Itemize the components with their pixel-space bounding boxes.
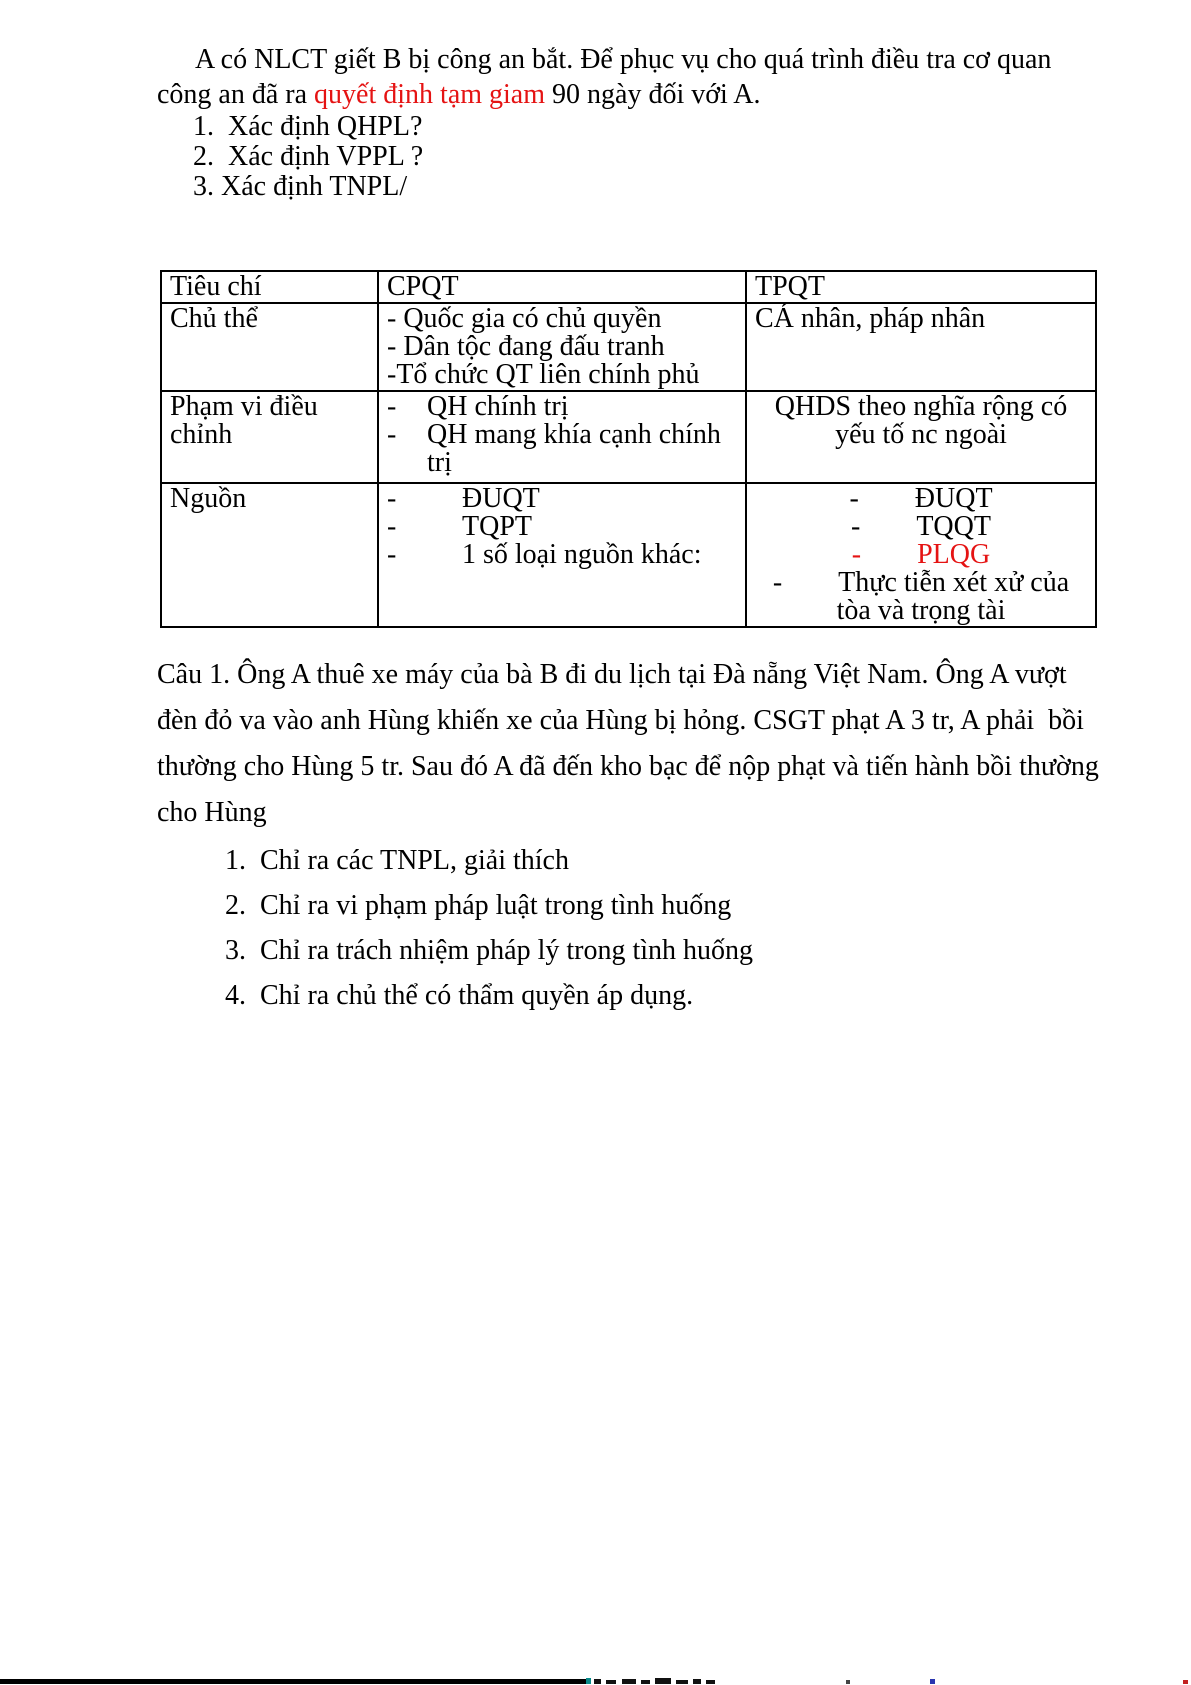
cau1-task-list [157,838,1077,1018]
task-item: 4. Chỉ ra chủ thể có thẩm quyền áp dụng. [225,980,694,1011]
header-tpqt: TPQT [746,271,1096,303]
question-item: 1. Xác định QHPL? [193,111,423,142]
list-item: - TQQT [851,511,991,542]
intro-line-2-post: 90 ngày đối với A. [545,79,761,110]
list-item [387,485,737,513]
cell-line: yếu tố nc ngoài [835,419,1007,450]
cell-line: - Dân tộc đang đấu tranh [387,331,665,362]
cell-line: CÁ nhân, pháp nhân [755,303,986,334]
list-item: tòa và trọng tài [836,595,1006,626]
table-row-subject [161,303,1096,391]
list-dash-marker: - [387,419,397,450]
cell-line: QHDS theo nghĩa rộng có [774,391,1068,422]
cell-line: -Tổ chức QT liên chính phủ [387,359,700,390]
list-dash-marker: - [387,539,397,570]
list-item-text: ĐUQT [462,483,540,514]
intro-line-1: A có NLCT giết B bị công an bắt. Để phục vụ cho quá trình điều tra cơ quan [195,44,1052,75]
table-row-sources [161,483,1096,627]
list-item [387,393,737,421]
page-break-bar [0,1679,591,1684]
intro-paragraph [157,42,1057,202]
cau1-paragraph [157,652,1099,836]
cell-subject-cpqt [378,303,746,391]
intro-line-2-pre: công an đã ra [157,79,315,110]
list-item [387,421,737,477]
table-header-row [161,271,1096,303]
list-item-text: TQPT [462,511,532,542]
list-item-text: QH mang khía cạnh chính trị [427,419,721,478]
cell-sources-criterion: Nguồn [161,483,378,627]
cell-scope-tpqt [746,391,1096,483]
list-item [387,541,737,569]
intro-line-2-highlight: quyết định tạm giam [314,79,546,110]
task-item: 2. Chỉ ra vi phạm pháp luật trong tình huống [225,890,732,921]
question-item: 2. Xác định VPPL ? [193,141,424,172]
question-item: 3. Xác định TNPL/ [193,171,408,202]
table-row-scope [161,391,1096,483]
cell-scope-criterion: Phạm vi điều chỉnh [161,391,378,483]
list-dash-marker: - [387,483,397,514]
list-dash-marker: - [387,511,397,542]
list-item: - PLQG [851,539,991,570]
cell-scope-cpqt [378,391,746,483]
cell-subject-tpqt [746,303,1096,391]
paragraph-line: cho Hùng [157,797,267,828]
intro-question-list [157,112,1057,202]
task-item: 3. Chỉ ra trách nhiệm pháp lý trong tình huống [225,935,754,966]
list-dash-marker: - [387,391,397,422]
cell-line: - Quốc gia có chủ quyền [387,303,662,334]
cell-sources-tpqt [746,483,1096,627]
paragraph-line: Câu 1. Ông A thuê xe máy của bà B đi du lịch tại Đà nẵng Việt Nam. Ông A vượt [157,659,1067,690]
list-item: - ĐUQT [849,483,993,514]
intro-line-2 [157,77,1057,112]
header-criterion: Tiêu chí [161,271,378,303]
cell-subject-criterion: Chủ thể [161,303,378,391]
list-item [387,513,737,541]
list-item: - Thực tiễn xét xử của [772,567,1070,598]
header-cpqt: CPQT [378,271,746,303]
task-item: 1. Chỉ ra các TNPL, giải thích [225,845,569,876]
list-item-text: QH chính trị [427,391,569,422]
paragraph-line: thường cho Hùng 5 tr. Sau đó A đã đến kho bạc để nộp phạt và tiến hành bồi thường [157,751,1099,782]
cell-sources-cpqt [378,483,746,627]
list-item-text: 1 số loại nguồn khác: [462,539,702,570]
comparison-table [160,270,1097,628]
paragraph-line: đèn đỏ va vào anh Hùng khiến xe của Hùng bị hỏng. CSGT phạt A 3 tr, A phải bồi [157,705,1084,736]
